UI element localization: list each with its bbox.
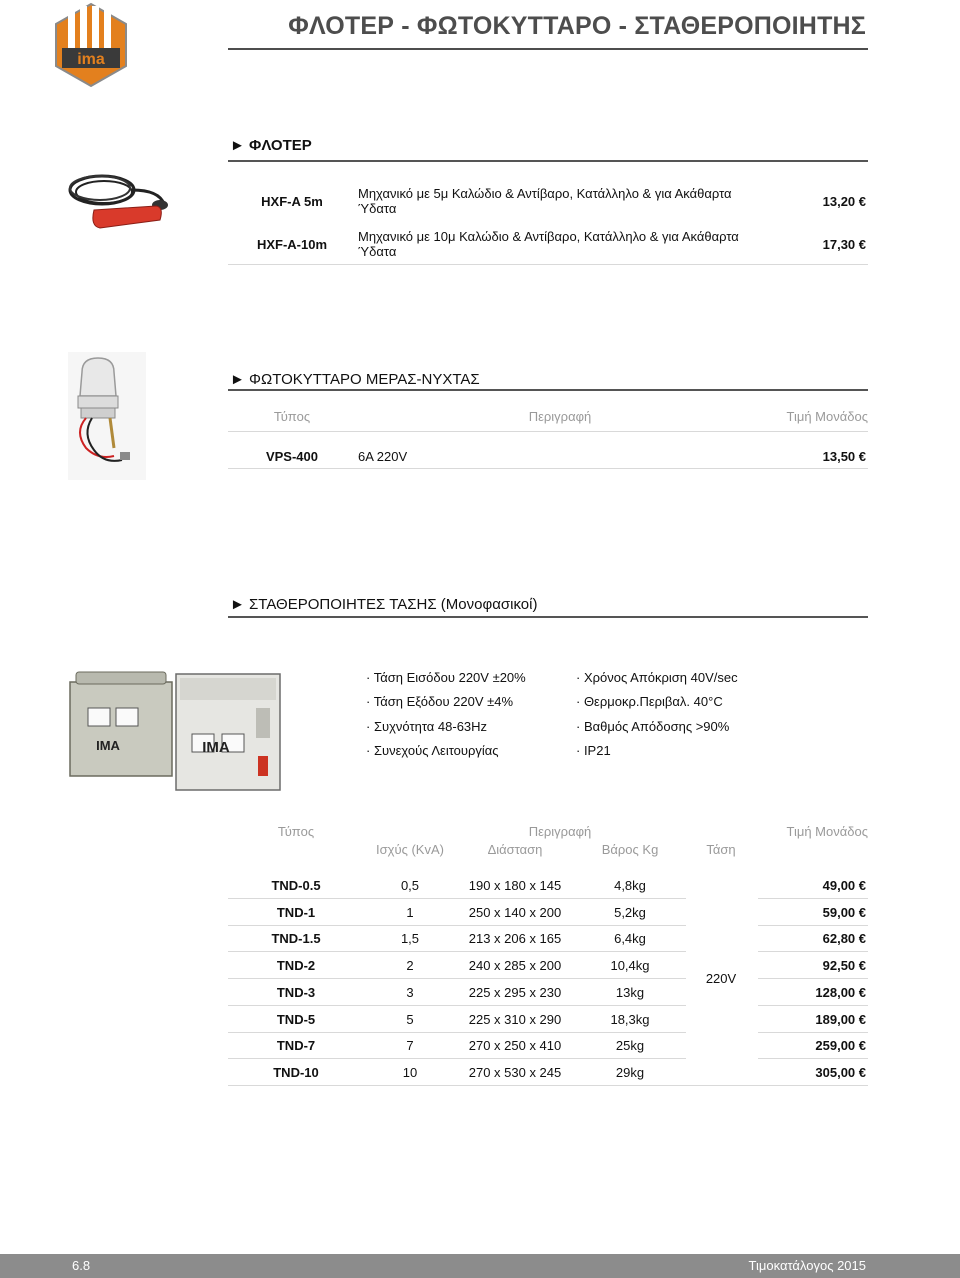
stabilizer-row-weight: 18,3kg <box>610 1012 650 1027</box>
stabilizer-row-power: 3 <box>406 985 414 1000</box>
photocell-row-price: 13,50 € <box>822 449 866 464</box>
stabilizer-row-power: 2 <box>406 958 414 973</box>
stabilizer-row-code: TND-5 <box>276 1012 316 1027</box>
stabilizer-row-power: 0,5 <box>400 878 420 893</box>
stabilizer-row-power: 1 <box>406 905 414 920</box>
stabilizer-heading: ► ΣΤΑΘΕΡΟΠΟΙΗΤΕΣ ΤΑΣΗΣ (Μονοφασικοί) <box>230 596 538 613</box>
stabilizer-sub-dimension: Διάσταση <box>487 842 543 857</box>
stabilizer-row-power: 10 <box>402 1065 418 1080</box>
stabilizer-price-line <box>758 898 868 899</box>
photocell-col-desc: Περιγραφή <box>528 409 592 424</box>
stabilizer-row-line <box>228 1032 686 1033</box>
stabilizer-row-code: TND-1 <box>276 905 316 920</box>
stabilizer-row-dimension: 213 x 206 x 165 <box>468 931 562 946</box>
stabilizer-row-code: TND-7 <box>276 1038 316 1053</box>
stabilizer-voltage-line <box>686 1085 758 1086</box>
stabilizer-row-line <box>228 951 686 952</box>
stabilizer-image-label-2: IMA <box>202 739 230 756</box>
photocell-image <box>68 352 146 480</box>
stabilizer-price-line <box>758 1032 868 1033</box>
page-number: 6.8 <box>72 1258 91 1273</box>
photocell-col-type: Τύπος <box>273 409 311 424</box>
stabilizer-col-price: Τιμή Μονάδος <box>786 824 868 839</box>
stabilizer-row-line <box>228 925 686 926</box>
stabilizer-row-weight: 4,8kg <box>614 878 646 893</box>
stabilizer-row-line <box>228 1085 686 1086</box>
stabilizer-image-label-1: IMA <box>96 738 120 753</box>
floater-heading: ► ΦΛΟΤΕΡ <box>230 137 312 154</box>
stabilizer-row-code: TND-0.5 <box>271 878 321 893</box>
stabilizer-voltage-value: 220V <box>705 971 737 986</box>
stabilizer-row-price: 259,00 € <box>815 1038 866 1053</box>
title-divider <box>228 48 868 50</box>
floater-row-1-code: HXF-A 5m <box>261 194 323 209</box>
spec-left-3: · Συχνότητα 48-63Hz <box>366 719 488 734</box>
stabilizer-price-line <box>758 925 868 926</box>
stabilizer-row-line <box>228 978 686 979</box>
stabilizer-row-weight: 29kg <box>615 1065 645 1080</box>
stabilizer-row-dimension: 225 x 310 x 290 <box>468 1012 562 1027</box>
spec-right-2: · Θερμοκρ.Περιβαλ. 40°C <box>576 694 723 709</box>
stabilizer-row-weight: 5,2kg <box>614 905 646 920</box>
photocell-divider <box>228 389 868 391</box>
stabilizer-price-line <box>758 1058 868 1059</box>
spec-right-1: · Χρόνος Απόκριση 40V/sec <box>576 670 738 685</box>
stabilizer-row-dimension: 270 x 250 x 410 <box>468 1038 562 1053</box>
photocell-row-desc: 6A 220V <box>358 449 408 464</box>
stabilizer-row-price: 128,00 € <box>815 985 866 1000</box>
stabilizer-row-price: 62,80 € <box>822 931 866 946</box>
photocell-row-line <box>228 468 868 469</box>
floater-row-1-desc: Μηχανικό με 5μ Καλώδιο & Αντίβαρο, Κατάλληλο & για Ακάθαρτα Ύδατα <box>358 186 732 216</box>
stabilizer-row-power: 1,5 <box>400 931 420 946</box>
stabilizer-row-code: TND-2 <box>276 958 316 973</box>
stabilizer-row-weight: 6,4kg <box>614 931 646 946</box>
stabilizer-row-code: TND-3 <box>276 985 316 1000</box>
stabilizer-row-price: 92,50 € <box>822 958 866 973</box>
stabilizer-row-dimension: 250 x 140 x 200 <box>468 905 562 920</box>
stabilizer-row-weight: 13kg <box>615 985 645 1000</box>
stabilizer-col-desc: Περιγραφή <box>528 824 592 839</box>
page-title: ΦΛΟΤΕΡ - ΦΩΤΟΚΥΤΤΑΡΟ - ΣΤΑΘΕΡΟΠΟΙΗΤΗΣ <box>288 12 866 40</box>
stabilizer-row-dimension: 190 x 180 x 145 <box>468 878 562 893</box>
photocell-row-code: VPS-400 <box>265 449 319 464</box>
stabilizer-price-line <box>758 1085 868 1086</box>
photocell-header-line <box>228 431 868 432</box>
stabilizer-row-weight: 25kg <box>615 1038 645 1053</box>
spec-right-4: · IP21 <box>576 743 611 758</box>
stabilizer-row-price: 189,00 € <box>815 1012 866 1027</box>
stabilizer-row-code: TND-10 <box>273 1065 319 1080</box>
stabilizer-price-line <box>758 951 868 952</box>
catalog-label: Τιμοκατάλογος 2015 <box>748 1258 866 1273</box>
photocell-heading: ► ΦΩΤΟΚΥΤΤΑΡΟ ΜΕΡΑΣ-ΝΥΧΤΑΣ <box>230 371 480 388</box>
stabilizer-row-line <box>228 898 686 899</box>
floater-row-1-price: 13,20 € <box>822 194 866 209</box>
floater-row-2-code: HXF-A-10m <box>256 237 328 252</box>
stabilizer-row-dimension: 225 x 295 x 230 <box>468 985 562 1000</box>
logo-text: ima <box>77 51 105 68</box>
stabilizer-row-price: 49,00 € <box>822 878 866 893</box>
stabilizer-row-power: 5 <box>406 1012 414 1027</box>
floater-row-2-desc: Μηχανικό με 10μ Καλώδιο & Αντίβαρο, Κατάλληλο & για Ακάθαρτα Ύδατα <box>358 229 739 259</box>
stabilizer-row-dimension: 240 x 285 x 200 <box>468 958 562 973</box>
floater-table-bottom-line <box>228 264 868 265</box>
stabilizer-row-weight: 10,4kg <box>610 958 650 973</box>
stabilizer-divider <box>228 616 868 618</box>
stabilizer-row-dimension: 270 x 530 x 245 <box>468 1065 562 1080</box>
stabilizer-row-code: TND-1.5 <box>271 931 321 946</box>
stabilizer-row-power: 7 <box>406 1038 414 1053</box>
stabilizer-row-line <box>228 1058 686 1059</box>
stabilizer-sub-voltage: Τάση <box>706 842 736 857</box>
ima-logo <box>54 2 128 88</box>
floater-divider <box>228 160 868 162</box>
spec-right-3: · Βαθμός Απόδοσης >90% <box>576 719 730 734</box>
stabilizer-image <box>66 668 286 794</box>
spec-left-2: · Τάση Εξόδου 220V ±4% <box>366 694 514 709</box>
stabilizer-col-type: Τύπος <box>277 824 315 839</box>
photocell-col-price: Τιμή Μονάδος <box>786 409 868 424</box>
spec-left-4: · Συνεχούς Λειτουργίας <box>366 743 499 758</box>
stabilizer-row-price: 305,00 € <box>815 1065 866 1080</box>
floater-image <box>64 160 188 238</box>
stabilizer-price-line <box>758 1005 868 1006</box>
stabilizer-row-line <box>228 1005 686 1006</box>
stabilizer-sub-weight: Βάρος Kg <box>601 842 659 857</box>
floater-row-2-price: 17,30 € <box>822 237 866 252</box>
stabilizer-row-price: 59,00 € <box>822 905 866 920</box>
stabilizer-sub-power: Ισχύς (KvA) <box>376 842 444 857</box>
stabilizer-price-line <box>758 978 868 979</box>
spec-left-1: · Τάση Εισόδου 220V ±20% <box>366 670 526 685</box>
